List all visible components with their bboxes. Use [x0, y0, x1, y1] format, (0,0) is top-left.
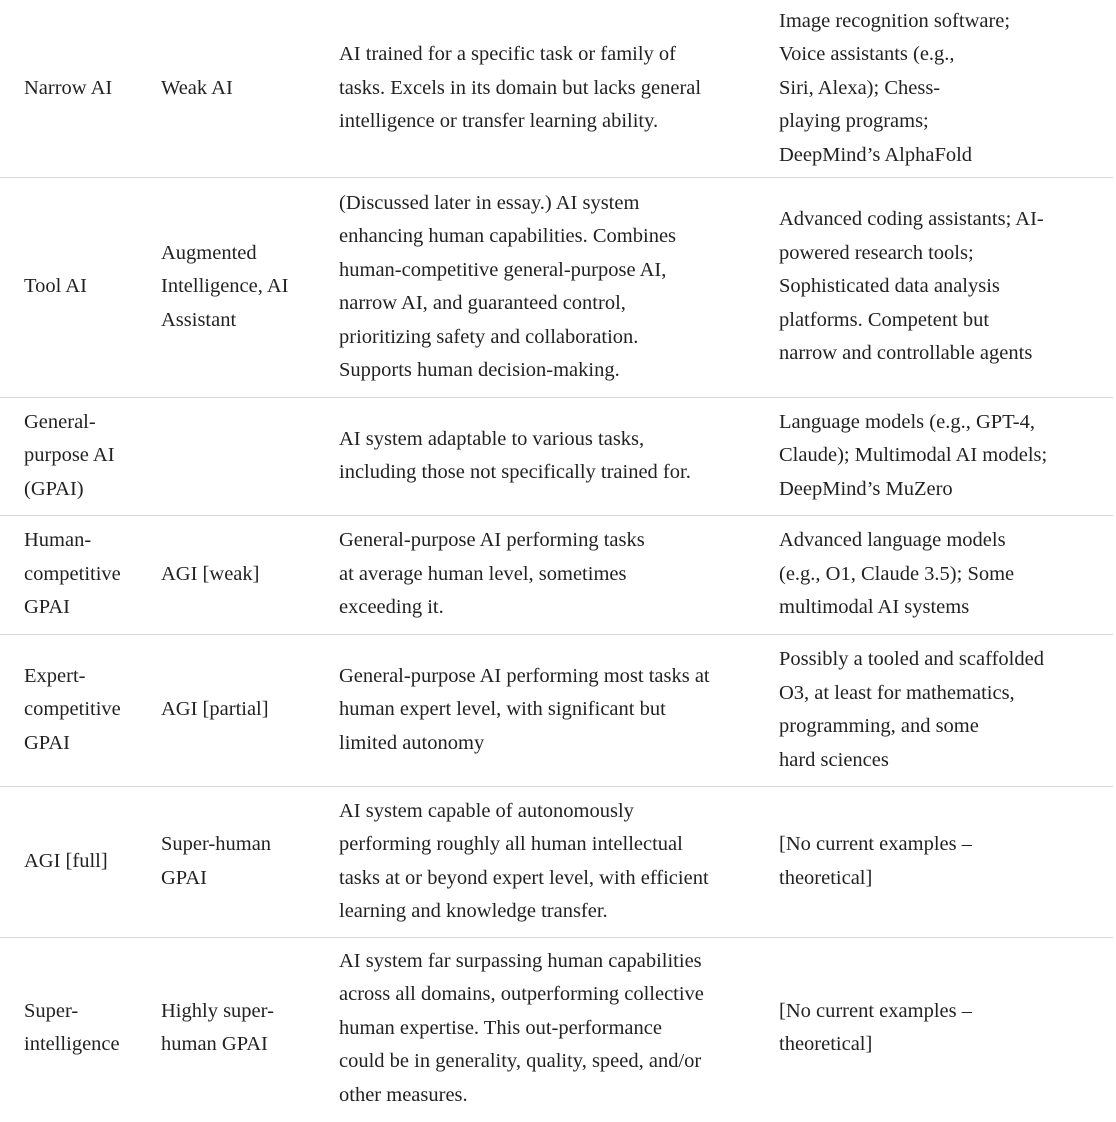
description-cell: AI system far surpassing human capabilities across all domains, outperforming collective human expertise. This out-performance could be in generality, quality, speed, and/or other measures.	[339, 949, 704, 1106]
description-cell: AI trained for a specific task or family of tasks. Excels in its domain but lacks general intelligence or transfer learning ability.	[339, 0, 779, 177]
table-row	[0, 937, 1113, 1119]
term-cell: Super- intelligence	[24, 999, 120, 1056]
table-row	[0, 177, 1113, 397]
description-cell: General-purpose AI performing tasks at average human level, sometimes exceeding it.	[339, 515, 779, 634]
term-cell: Expert- competitive GPAI	[0, 634, 161, 786]
description-cell: AI system adaptable to various tasks, including those not specifically trained for.	[339, 397, 779, 515]
alias-cell: AGI [partial]	[161, 634, 339, 786]
alias-cell: AGI [weak]	[161, 515, 339, 634]
alias-cell	[161, 397, 339, 515]
table-row	[0, 786, 1113, 937]
term-cell: AGI [full]	[0, 786, 161, 937]
description-cell: General-purpose AI performing most tasks at human expert level, with significant but limited autonomy	[339, 634, 779, 786]
examples-cell: [No current examples – theoretical]	[779, 786, 1113, 937]
table-row	[0, 397, 1113, 515]
table-row	[0, 634, 1113, 786]
term-cell: Human- competitive GPAI	[0, 515, 161, 634]
term-cell: Narrow AI	[0, 0, 161, 177]
alias-cell: Highly super- human GPAI	[161, 999, 274, 1056]
examples-cell: Image recognition software; Voice assistants (e.g., Siri, Alexa); Chess- playing programs; DeepMind’s AlphaFold	[779, 0, 1113, 177]
description-cell: (Discussed later in essay.) AI system enhancing human capabilities. Combines human-competitive general-purpose AI, narrow AI, and guaranteed control, prioritizing safety and collaboration. Supports human decision-making.	[339, 177, 779, 397]
term-cell: General- purpose AI (GPAI)	[0, 397, 161, 515]
alias-cell: Super-human GPAI	[161, 786, 339, 937]
table-row	[0, 515, 1113, 634]
examples-cell: Advanced language models (e.g., O1, Claude 3.5); Some multimodal AI systems	[779, 515, 1113, 634]
alias-cell: Weak AI	[161, 0, 339, 177]
term-cell: Tool AI	[0, 177, 161, 397]
description-cell: AI system capable of autonomously performing roughly all human intellectual tasks at or beyond expert level, with efficient learning and knowledge transfer.	[339, 786, 779, 937]
alias-cell: Augmented Intelligence, AI Assistant	[161, 177, 339, 397]
table-row	[0, 0, 1113, 177]
examples-cell: Language models (e.g., GPT-4, Claude); Multimodal AI models; DeepMind’s MuZero	[779, 397, 1113, 515]
examples-cell: Possibly a tooled and scaffolded O3, at least for mathematics, programming, and some hard sciences	[779, 634, 1113, 786]
examples-cell: Advanced coding assistants; AI- powered research tools; Sophisticated data analysis platforms. Competent but narrow and controllable agents	[779, 177, 1113, 397]
examples-cell: [No current examples – theoretical]	[779, 999, 972, 1056]
